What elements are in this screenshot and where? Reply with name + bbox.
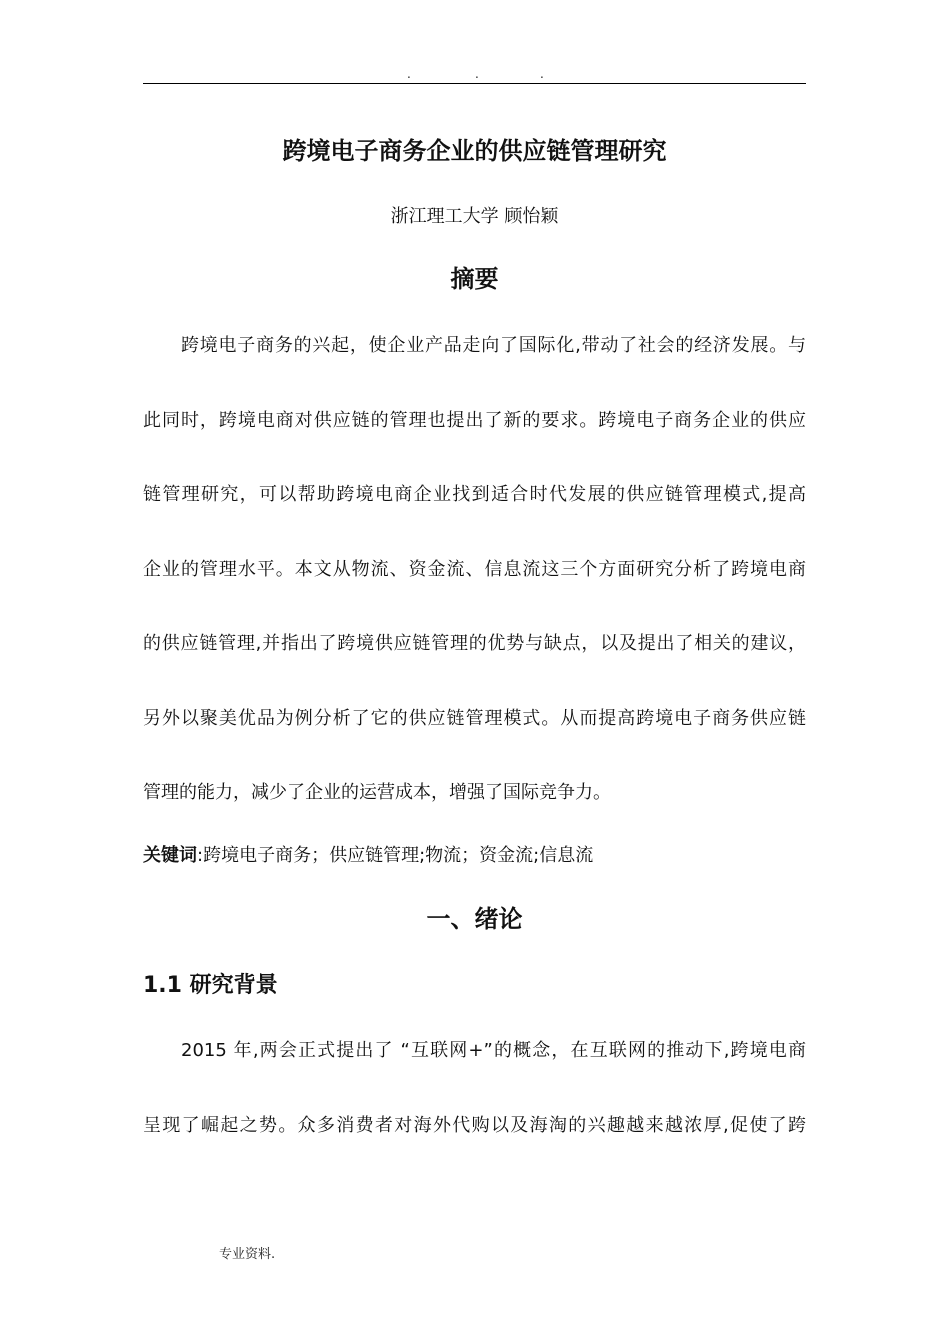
abstract-line: 的供应链管理,并指出了跨境供应链管理的优势与缺点，以及提出了相关的建议，	[143, 633, 806, 654]
abstract-line: 管理的能力，减少了企业的运营成本，增强了国际竞争力。	[143, 782, 611, 803]
author-line: 浙江理工大学 顾怡颖	[390, 206, 559, 227]
header-dot: .	[475, 67, 479, 81]
abstract-heading: 摘要	[450, 265, 499, 293]
background-line: 呈现了崛起之势。众多消费者对海外代购以及海淘的兴趣越来越浓厚,促使了跨	[143, 1114, 806, 1136]
section-heading: 一、绪论	[426, 905, 523, 933]
abstract-line: 企业的管理水平。本文从物流、资金流、信息流这三个方面研究分析了跨境电商	[143, 558, 806, 580]
abstract-body	[143, 333, 806, 855]
document-title: 跨境电子商务企业的供应链管理研究	[282, 137, 667, 165]
footer-note: 专业资料.	[219, 1247, 276, 1262]
subsection-heading: 1.1 研究背景	[143, 973, 278, 998]
header-dot: .	[540, 67, 544, 81]
keywords-label: 关键词	[143, 845, 197, 866]
keywords-text: :跨境电子商务；供应链管理;物流；资金流;信息流	[197, 845, 594, 866]
abstract-line: 链管理研究，可以帮助跨境电商企业找到适合时代发展的供应链管理模式,提高	[143, 484, 806, 505]
background-line: 2015 年,两会正式提出了 “互联网+”的概念，在互联网的推动下,跨境电商	[181, 1040, 806, 1061]
page-header-dots	[0, 66, 950, 82]
abstract-line: 此同时，跨境电商对供应链的管理也提出了新的要求。跨境电子商务企业的供应	[143, 409, 806, 431]
header-rule	[143, 83, 806, 84]
background-body	[143, 1038, 806, 1187]
abstract-line: 另外以聚美优品为例分析了它的供应链管理模式。从而提高跨境电子商务供应链	[143, 707, 806, 729]
header-dot: .	[407, 67, 411, 81]
abstract-line: 跨境电子商务的兴起，使企业产品走向了国际化,带动了社会的经济发展。与	[181, 335, 806, 356]
keywords-line	[143, 843, 806, 869]
